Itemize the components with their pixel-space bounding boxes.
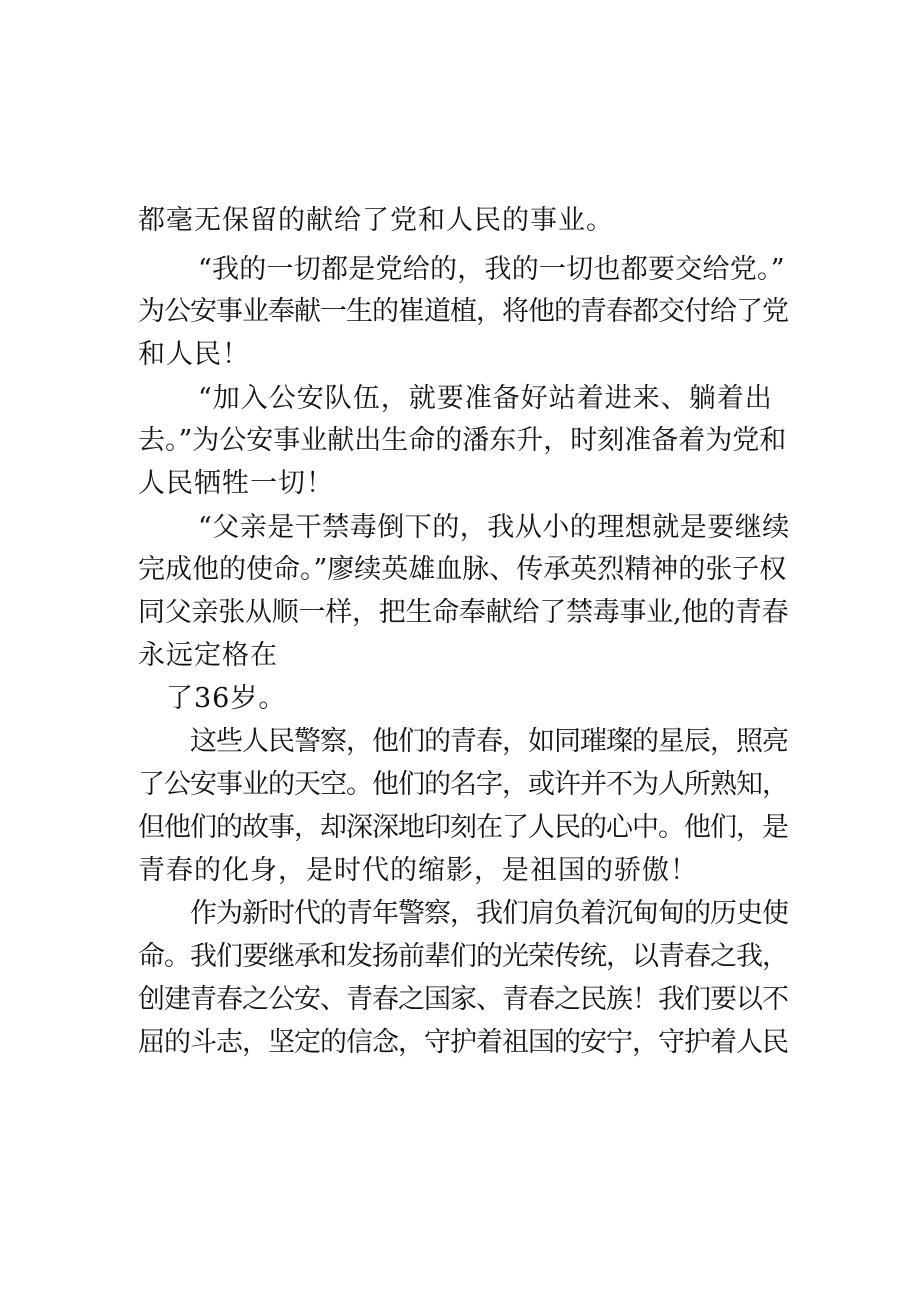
text-line-16: 青春的化身，是时代的缩影，是祖国的骄傲！ xyxy=(138,855,698,886)
text-line-4: 和人民！ xyxy=(138,339,250,370)
text-line-6: 去。”为公安事业献出生命的潘东升，时刻准备着为党和 xyxy=(138,425,787,456)
text-line-8: “父亲是干禁毒倒下的，我从小的理想就是要继续 xyxy=(198,512,790,543)
text-line-13: 这些人民警察，他们的青春，如同璀璨的星辰，照亮 xyxy=(190,726,788,757)
text-line-17: 作为新时代的青年警察，我们肩负着沉甸甸的历史使 xyxy=(190,898,788,929)
text-line-11: 永远定格在 xyxy=(138,640,278,671)
text-line-3: 为公安事业奉献一生的崔道植，将他的青春都交付给了党 xyxy=(138,296,788,327)
text-line-5: “加入公安队伍，就要准备好站着进来、躺着出 xyxy=(198,383,773,414)
text-line-14: 了公安事业的天空。他们的名字，或许并不为人所熟知， xyxy=(138,769,788,800)
text-line-20: 屈的斗志，坚定的信念，守护着祖国的安宁，守护着人民 xyxy=(138,1027,788,1058)
text-line-9: 完成他的使命。”廖续英雄血脉、传承英烈精神的张子权 xyxy=(138,554,787,585)
text-line-19: 创建青春之公安、青春之国家、青春之民族！我们要以不 xyxy=(138,984,788,1015)
text-line-12: 了36岁。 xyxy=(166,683,287,714)
text-line-10: 同父亲张从顺一样，把生命奉献给了禁毒事业,他的青春 xyxy=(138,597,789,628)
text-line-2: “我的一切都是党给的，我的一切也都要交给党。” xyxy=(198,254,785,285)
text-line-18: 命。我们要继承和发扬前辈们的光荣传统，以青春之我， xyxy=(138,941,788,972)
text-line-1: 都毫无保留的献给了党和人民的事业。 xyxy=(138,205,614,236)
text-line-15: 但他们的故事，却深深地印刻在了人民的心中。他们，是 xyxy=(138,812,788,843)
text-line-7: 人民牺牲一切！ xyxy=(138,468,334,499)
